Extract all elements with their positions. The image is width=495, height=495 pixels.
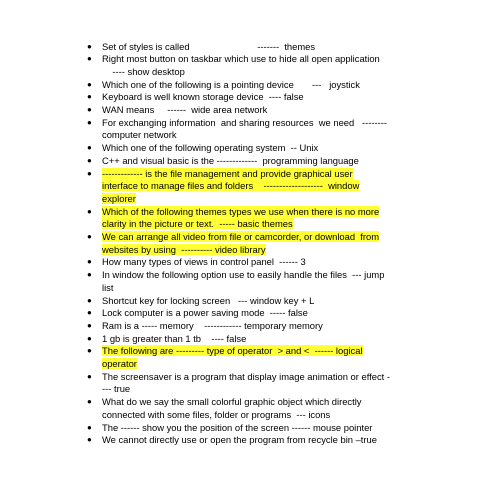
- bullet-icon: ●: [87, 41, 92, 51]
- item-text: Keyboard is well known storage device ---- false: [102, 91, 304, 103]
- highlighted-item-text: The following are --------- type of operator > and < ------ logical operator: [102, 345, 363, 370]
- list-item: [87, 256, 427, 269]
- item-text: Which one of the following operating system -- Unix: [102, 142, 319, 154]
- list-item: [87, 41, 427, 54]
- list-item: [87, 333, 427, 346]
- bullet-icon: ●: [87, 232, 92, 242]
- item-text: The ------ show you the position of the screen ------ mouse pointer: [102, 421, 373, 433]
- bullet-icon: ●: [87, 92, 92, 102]
- item-text: How many types of views in control panel ------ 3: [102, 256, 306, 268]
- highlighted-item-text: ------------- is the file management and provide graphical user interface to manage files and folders ------------------- window explorer: [102, 167, 360, 204]
- list-item: [87, 320, 427, 333]
- list-item: [87, 117, 427, 142]
- bullet-icon: ●: [87, 397, 92, 407]
- question-list: [87, 41, 427, 448]
- item-text: Set of styles is called ------- themes: [102, 40, 316, 52]
- bullet-icon: ●: [87, 346, 92, 356]
- list-item: [87, 79, 427, 92]
- bullet-icon: ●: [87, 257, 92, 267]
- item-text: Which one of the following is a pointing device --- joystick: [102, 78, 360, 90]
- list-item: [87, 104, 427, 117]
- bullet-icon: ●: [87, 295, 92, 305]
- list-item: [87, 434, 427, 447]
- item-text: C++ and visual basic is the ------------- programming language: [102, 154, 359, 166]
- item-text: Lock computer is a power saving mode ----- false: [102, 307, 308, 319]
- list-item: [87, 142, 427, 155]
- list-item: [87, 231, 427, 256]
- list-item: [87, 422, 427, 435]
- item-text: Shortcut key for locking screen --- window key + L: [102, 294, 315, 306]
- item-text: What do we say the small colorful graphic object which directly connected with some files, folder or programs --- icons: [102, 396, 362, 420]
- list-item: [87, 269, 427, 294]
- item-text: 1 gb is greater than 1 tb ---- false: [102, 332, 247, 344]
- bullet-icon: ●: [87, 308, 92, 318]
- highlighted-item-text: Which of the following themes types we use when there is no more clarity in the picture or text. ----- basic themes: [102, 205, 380, 230]
- list-item: [87, 168, 427, 206]
- item-text: For exchanging information and sharing resources we need -------- computer network: [102, 116, 388, 141]
- list-item: [87, 53, 427, 78]
- bullet-icon: ●: [87, 320, 92, 330]
- bullet-icon: ●: [87, 155, 92, 165]
- bullet-icon: ●: [87, 143, 92, 153]
- list-item: [87, 396, 427, 421]
- bullet-icon: ●: [87, 117, 92, 127]
- bullet-icon: ●: [87, 270, 92, 280]
- bullet-icon: ●: [87, 206, 92, 216]
- bullet-icon: ●: [87, 422, 92, 432]
- list-item: [87, 155, 427, 168]
- item-text: We cannot directly use or open the program from recycle bin –true: [102, 434, 377, 446]
- item-text: The screensaver is a program that display image animation or effect - --- true: [102, 370, 390, 395]
- item-text: In window the following option use to easily handle the files --- jump list: [102, 269, 385, 293]
- list-item: [87, 295, 427, 308]
- list-item: [87, 371, 427, 396]
- list-item: [87, 307, 427, 320]
- highlighted-item-text: We can arrange all video from file or camcorder, or download from websites by using ---------- video library: [102, 231, 380, 255]
- bullet-icon: ●: [87, 168, 92, 178]
- bullet-icon: ●: [87, 333, 92, 343]
- list-item: [87, 206, 427, 231]
- bullet-icon: ●: [87, 435, 92, 445]
- item-text: WAN means ------ wide area network: [102, 104, 268, 116]
- item-text: Right most button on taskbar which use to hide all open application ---- show desktop: [102, 53, 380, 77]
- bullet-icon: ●: [87, 54, 92, 64]
- list-item: [87, 91, 427, 104]
- item-text: Ram is a ----- memory ------------ temporary memory: [102, 319, 323, 331]
- list-item: [87, 345, 427, 370]
- bullet-icon: ●: [87, 79, 92, 89]
- bullet-icon: ●: [87, 105, 92, 115]
- bullet-icon: ●: [87, 371, 92, 381]
